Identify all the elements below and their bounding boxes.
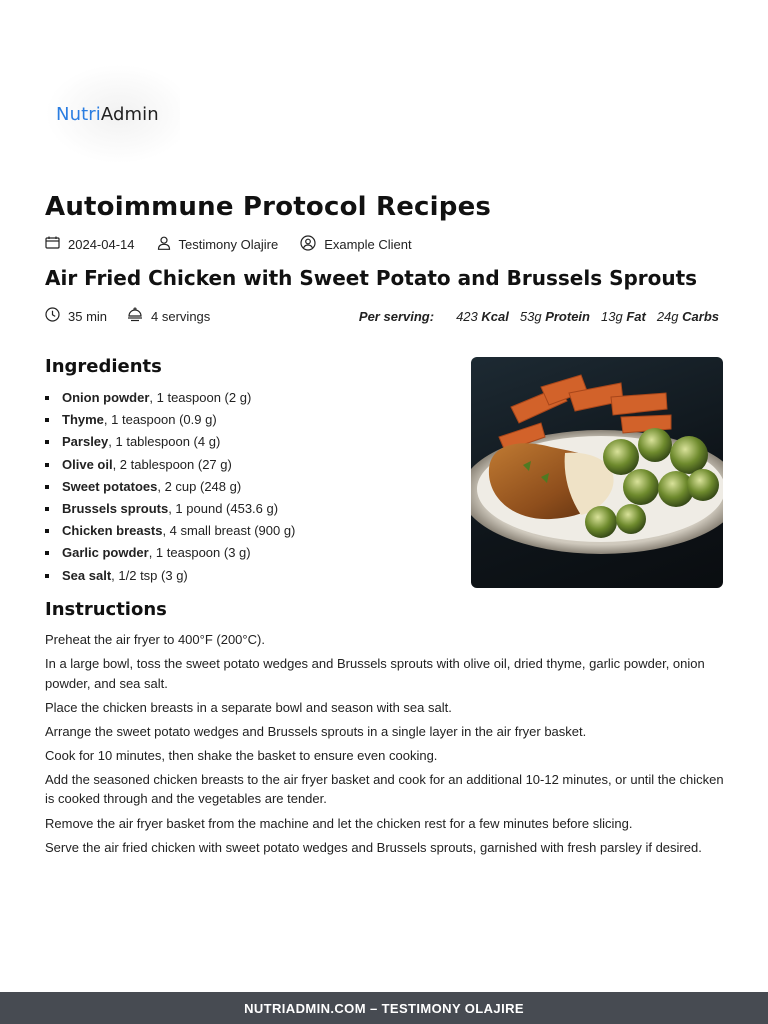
ingredient-name: Thyme bbox=[62, 412, 104, 428]
instruction-step: Cook for 10 minutes, then shake the basket to ensure even cooking. bbox=[45, 747, 438, 763]
ingredient-name: Onion powder bbox=[62, 390, 150, 405]
ingredient-item bbox=[45, 565, 445, 587]
kcal-label: Kcal bbox=[481, 308, 509, 324]
recipe-time bbox=[45, 307, 107, 325]
recipe-servings bbox=[127, 307, 210, 325]
instructions-list bbox=[45, 630, 730, 862]
document-title: Autoimmune Protocol Recipes bbox=[45, 192, 492, 222]
logo-text-nutri: Nutri bbox=[56, 103, 101, 125]
nutrition-carbs bbox=[657, 309, 719, 324]
footer-text: NUTRIADMIN.COM – TESTIMONY OLAJIRE bbox=[244, 1000, 524, 1016]
protein-label: Protein bbox=[545, 308, 590, 324]
meta-client bbox=[300, 235, 411, 254]
instructions-heading: Instructions bbox=[45, 599, 167, 620]
ingredient-name: Sea salt bbox=[62, 567, 112, 583]
brand-logo bbox=[45, 64, 180, 164]
kcal-value: 423 bbox=[456, 308, 478, 324]
ingredient-name: Brussels sprouts bbox=[62, 501, 169, 517]
ingredient-name: Garlic powder bbox=[62, 545, 149, 561]
instruction-step: Serve the air fried chicken with sweet potato wedges and Brussels sprouts, garnished with fresh parsley if desired. bbox=[45, 839, 702, 855]
carbs-value: 24g bbox=[656, 308, 679, 324]
ingredient-item bbox=[45, 476, 445, 498]
instruction-step: Preheat the air fryer to 400°F (200°C). bbox=[45, 632, 265, 647]
ingredient-amount: , 1 teaspoon (2 g) bbox=[149, 390, 252, 405]
ingredient-item bbox=[45, 520, 445, 542]
ingredient-amount: , 2 tablespoon (27 g) bbox=[112, 456, 232, 472]
user-icon bbox=[157, 236, 179, 253]
ingredient-item bbox=[45, 387, 445, 409]
nutrition-per-serving bbox=[359, 306, 719, 326]
ingredient-name: Chicken breasts bbox=[62, 523, 163, 539]
instruction-step: Place the chicken breasts in a separate bowl and season with sea salt. bbox=[45, 699, 452, 715]
ingredient-amount: , 4 small breast (900 g) bbox=[162, 523, 296, 539]
ingredient-amount: , 1 tablespoon (4 g) bbox=[108, 434, 221, 450]
meta-client-value: Example Client bbox=[324, 236, 412, 252]
ingredient-amount: , 2 cup (248 g) bbox=[157, 478, 242, 494]
nutrition-kcal bbox=[456, 309, 509, 324]
document-meta bbox=[45, 234, 434, 254]
meta-date-value: 2024-04-14 bbox=[68, 236, 135, 252]
ingredient-name: Parsley bbox=[62, 434, 109, 450]
per-serving-label: Per serving: bbox=[358, 308, 435, 324]
recipe-photo bbox=[471, 357, 723, 588]
ingredient-name: Olive oil bbox=[62, 456, 113, 472]
instruction-step: Arrange the sweet potato wedges and Brussels sprouts in a single layer in the air fryer basket. bbox=[45, 723, 587, 739]
instruction-step: In a large bowl, toss the sweet potato wedges and Brussels sprouts with olive oil, dried thyme, garlic powder, onion powder, and sea salt. bbox=[45, 656, 705, 691]
servings-icon bbox=[127, 307, 151, 325]
meta-author bbox=[157, 236, 279, 253]
ingredient-amount: , 1 teaspoon (0.9 g) bbox=[103, 412, 217, 428]
recipe-title: Air Fried Chicken with Sweet Potato and Brussels Sprouts bbox=[45, 266, 698, 290]
meta-author-value: Testimony Olajire bbox=[178, 236, 279, 252]
protein-value: 53g bbox=[519, 308, 542, 324]
recipe-servings-value: 4 servings bbox=[151, 308, 211, 324]
carbs-label: Carbs bbox=[682, 308, 719, 324]
ingredient-item bbox=[45, 454, 445, 476]
ingredient-item bbox=[45, 431, 445, 453]
ingredients-list bbox=[45, 387, 445, 587]
fat-label: Fat bbox=[626, 308, 646, 324]
ingredient-item bbox=[45, 498, 445, 520]
meta-date bbox=[45, 236, 135, 252]
ingredient-amount: , 1/2 tsp (3 g) bbox=[111, 567, 188, 583]
clock-icon bbox=[45, 307, 68, 325]
ingredients-heading: Ingredients bbox=[45, 356, 162, 377]
ingredient-item bbox=[45, 409, 445, 431]
ingredient-amount: , 1 teaspoon (3 g) bbox=[148, 545, 251, 561]
page-footer bbox=[0, 992, 768, 1024]
fat-value: 13g bbox=[600, 308, 623, 324]
calendar-icon bbox=[45, 236, 68, 252]
instruction-step: Remove the air fryer basket from the machine and let the chicken rest for a few minutes before slicing. bbox=[45, 815, 633, 831]
recipe-stats bbox=[45, 306, 230, 326]
logo-text bbox=[56, 104, 159, 125]
ingredient-name: Sweet potatoes bbox=[62, 478, 158, 494]
instruction-step: Add the seasoned chicken breasts to the air fryer basket and cook for an additional 10-12 minutes, or until the chicken is cooked through and the vegetables are tender. bbox=[45, 771, 724, 807]
nutrition-protein bbox=[520, 309, 590, 324]
recipe-time-value: 35 min bbox=[68, 308, 108, 324]
ingredient-amount: , 1 pound (453.6 g) bbox=[168, 501, 279, 517]
logo-text-admin: Admin bbox=[100, 103, 159, 125]
nutrition-fat bbox=[601, 309, 646, 324]
client-icon bbox=[300, 235, 324, 254]
ingredient-item bbox=[45, 542, 445, 564]
